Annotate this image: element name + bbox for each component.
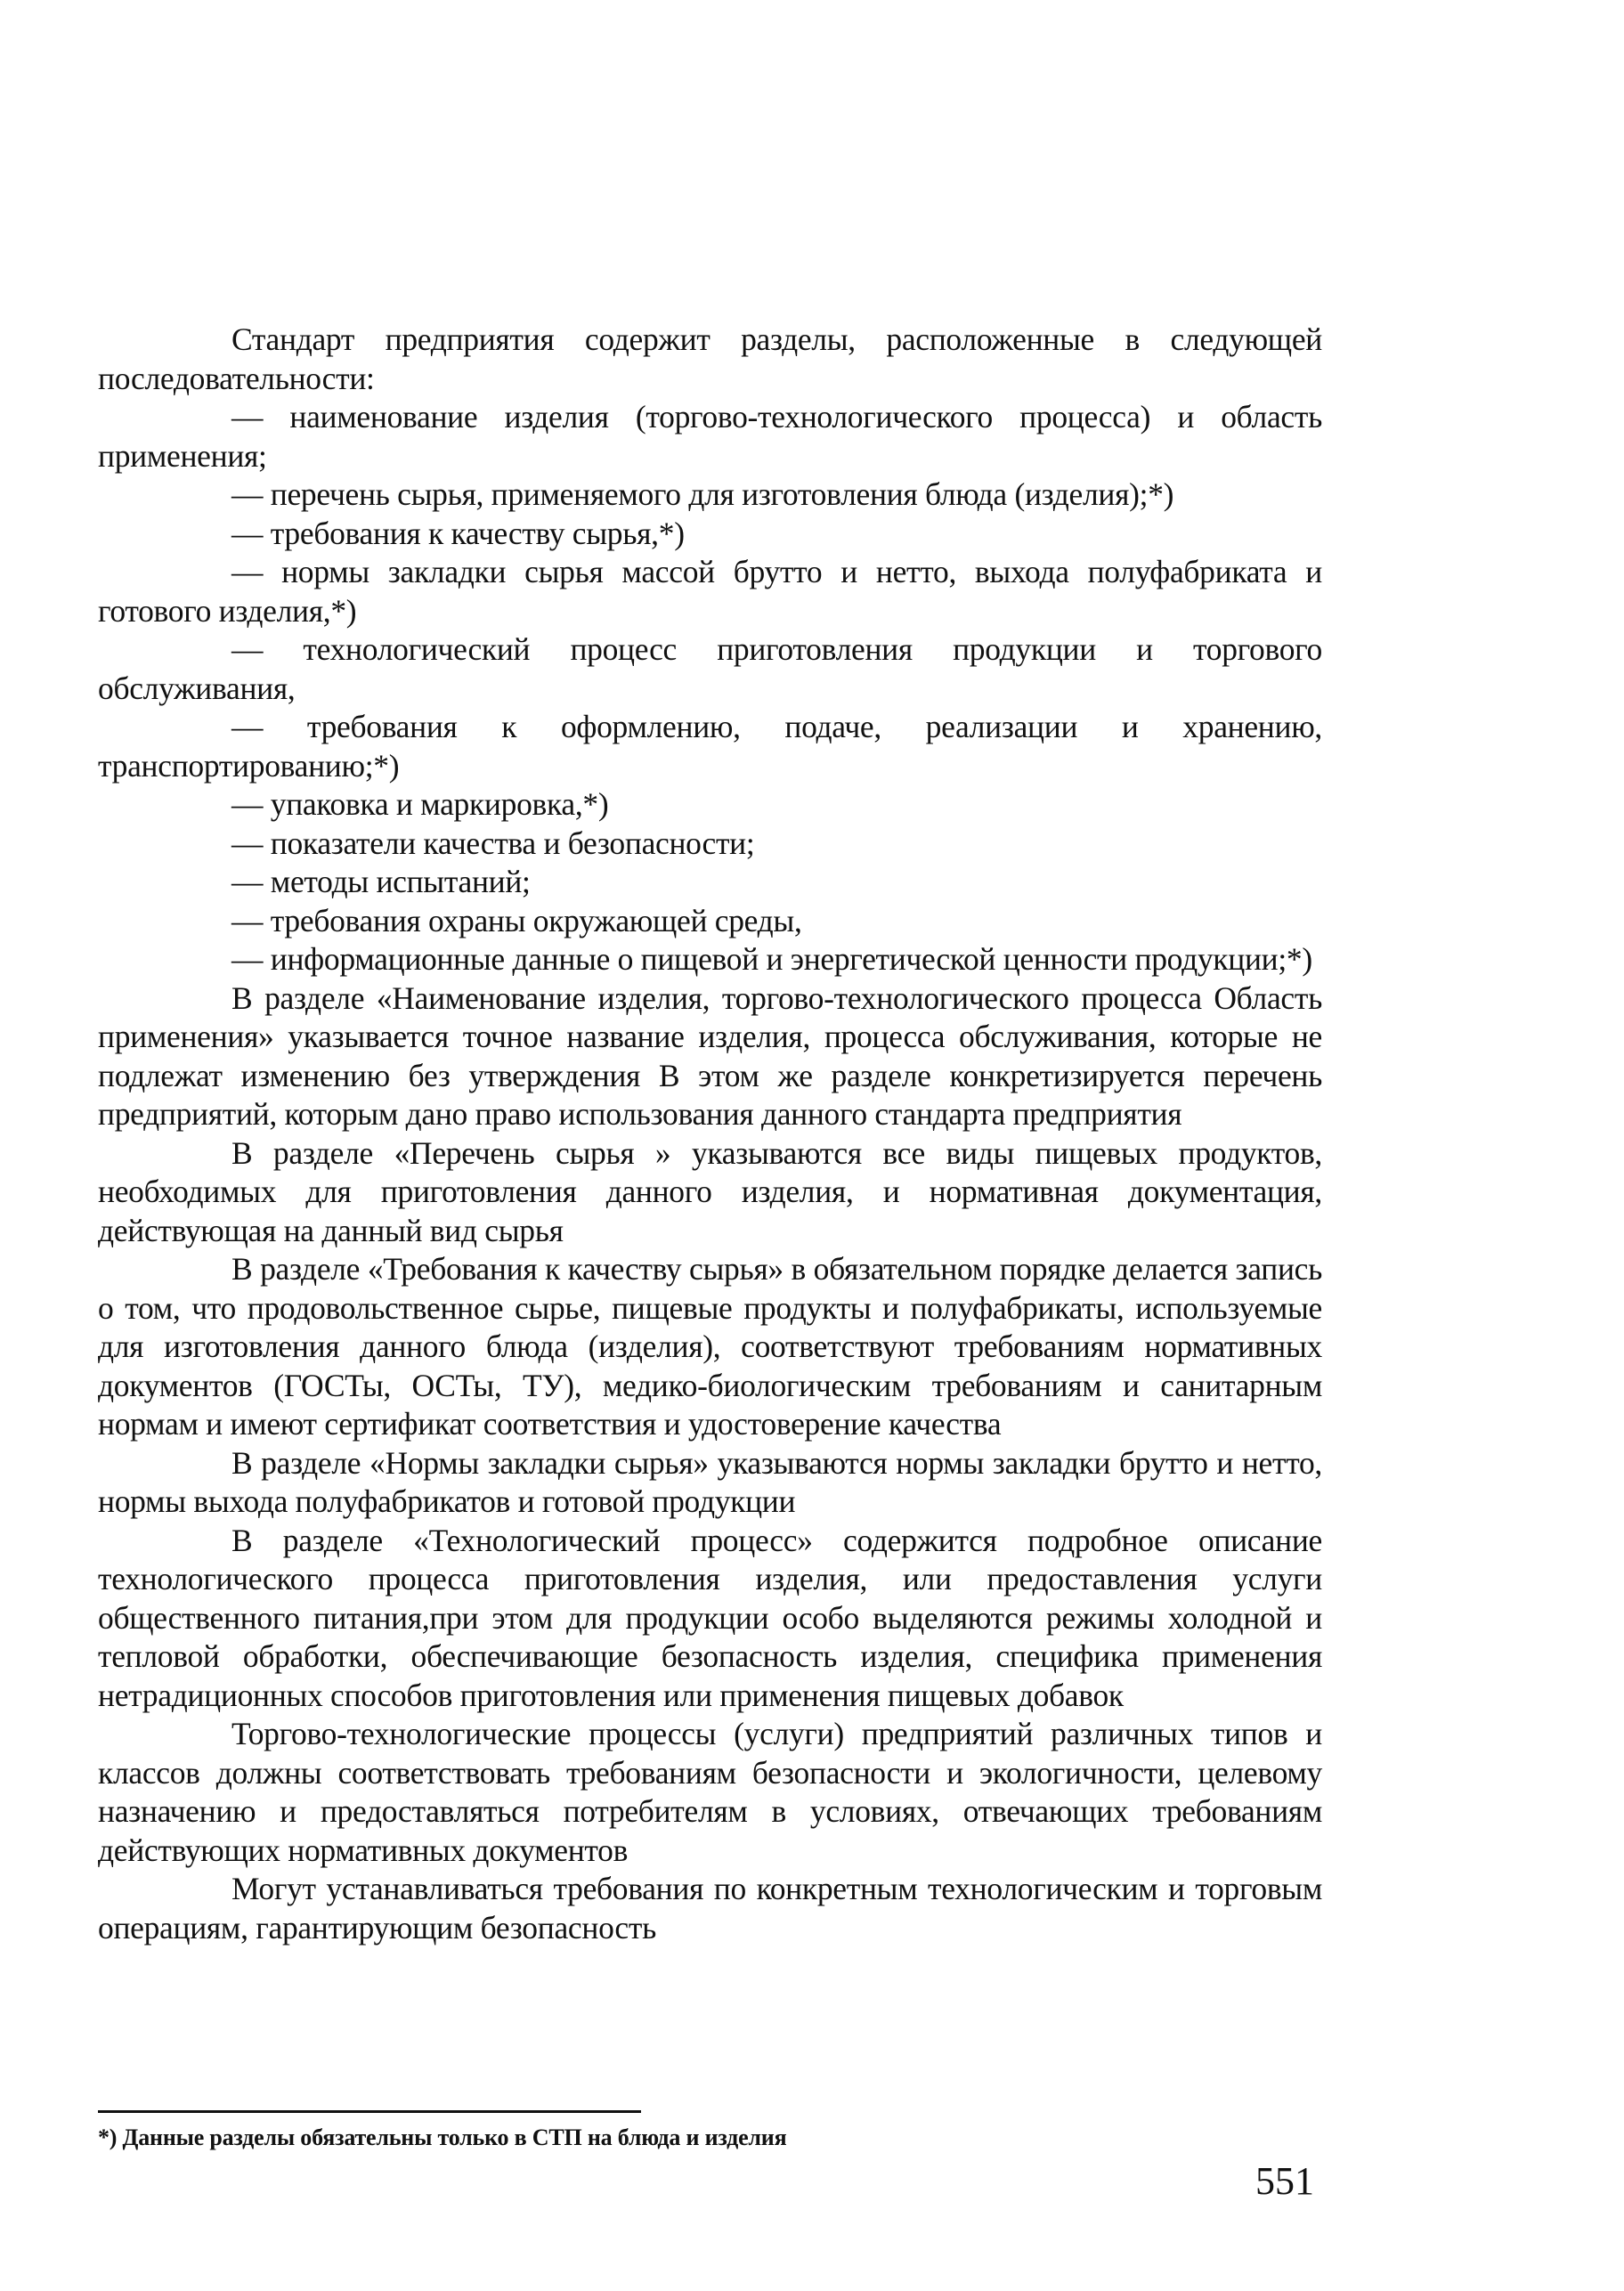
footnote: *) Данные разделы обязательны только в СТП на блюда и изделия	[98, 2124, 787, 2150]
footnote-divider	[98, 2110, 641, 2113]
list-item: — нормы закладки сырья массой брутто и нетто, выхода полуфабриката и готового изделия,*)	[98, 554, 1322, 629]
paragraph: В разделе «Требования к качеству сырья» в обязательном порядке делается запись о том, что продовольственное сырье, пищевые продукты и полуфабрикаты, используемые для изготовления данного блюда (изделия), соответствуют требованиям нормативных документов (ГОСТы, ОСТы, ТУ), медико-биологическим требованиям и санитарным нормам и имеют сертификат соответствия и удостоверение качества	[98, 1251, 1322, 1442]
list-item: — информационные данные о пищевой и энергетической ценности продукции;*)	[231, 941, 1312, 977]
paragraph: В разделе «Нормы закладки сырья» указываются нормы закладки брутто и нетто, нормы выхода полуфабрикатов и готовой продукции	[98, 1444, 1322, 1519]
paragraph: Стандарт предприятия содержит разделы, расположенные в следующей последовательности:	[98, 321, 1322, 396]
list-item: — перечень сырья, применяемого для изготовления блюда (изделия);*)	[231, 476, 1174, 512]
list-item: — технологический процесс приготовления продукции и торгового обслуживания,	[98, 631, 1322, 706]
list-item: — требования к качеству сырья,*)	[231, 515, 685, 551]
page-number: 551	[1255, 2159, 1314, 2203]
list-item: — упаковка и маркировка,*)	[231, 786, 609, 822]
paragraph: В разделе «Технологический процесс» содержится подробное описание технологического процесса приготовления изделия, или предоставления услуги общественного питания,при этом для продукции особо выделяются режимы холодной и тепловой обработки, обеспечивающие безопасность изделия, специфика применения нетрадиционных способов приготовления или применения пищевых добавок	[98, 1522, 1322, 1713]
list-item: — методы испытаний;	[231, 864, 531, 899]
page-body	[98, 321, 1322, 1947]
paragraph: В разделе «Перечень сырья » указываются все виды пищевых продуктов, необходимых для приготовления данного изделия, и нормативная документация, действующая на данный вид сырья	[98, 1134, 1322, 1248]
list-item: — наименование изделия (торгово-технологического процесса) и область применения;	[98, 399, 1322, 474]
paragraph: Могут устанавливаться требования по конкретным технологическим и торговым операциям, гарантирующим безопасность	[98, 1871, 1322, 1946]
list-item: — требования к оформлению, подаче, реализации и хранению, транспортированию;*)	[98, 709, 1322, 784]
paragraph: В разделе «Наименование изделия, торгово-технологического процесса Область применения» указывается точное название изделия, процесса обслуживания, которые не подлежат изменению без утверждения В этом же разделе конкретизируется перечень предприятий, которым дано право использования данного стандарта предприятия	[98, 979, 1322, 1132]
list-item: — показатели качества и безопасности;	[231, 825, 755, 861]
list-item: — требования охраны окружающей среды,	[231, 902, 802, 938]
paragraph: Торгово-технологические процессы (услуги) предприятий различных типов и классов должны соответствовать требованиям безопасности и экологичности, целевому назначению и предоставляться потребителям в условиях, отвечающих требованиям действующих нормативных документов	[98, 1716, 1322, 1868]
